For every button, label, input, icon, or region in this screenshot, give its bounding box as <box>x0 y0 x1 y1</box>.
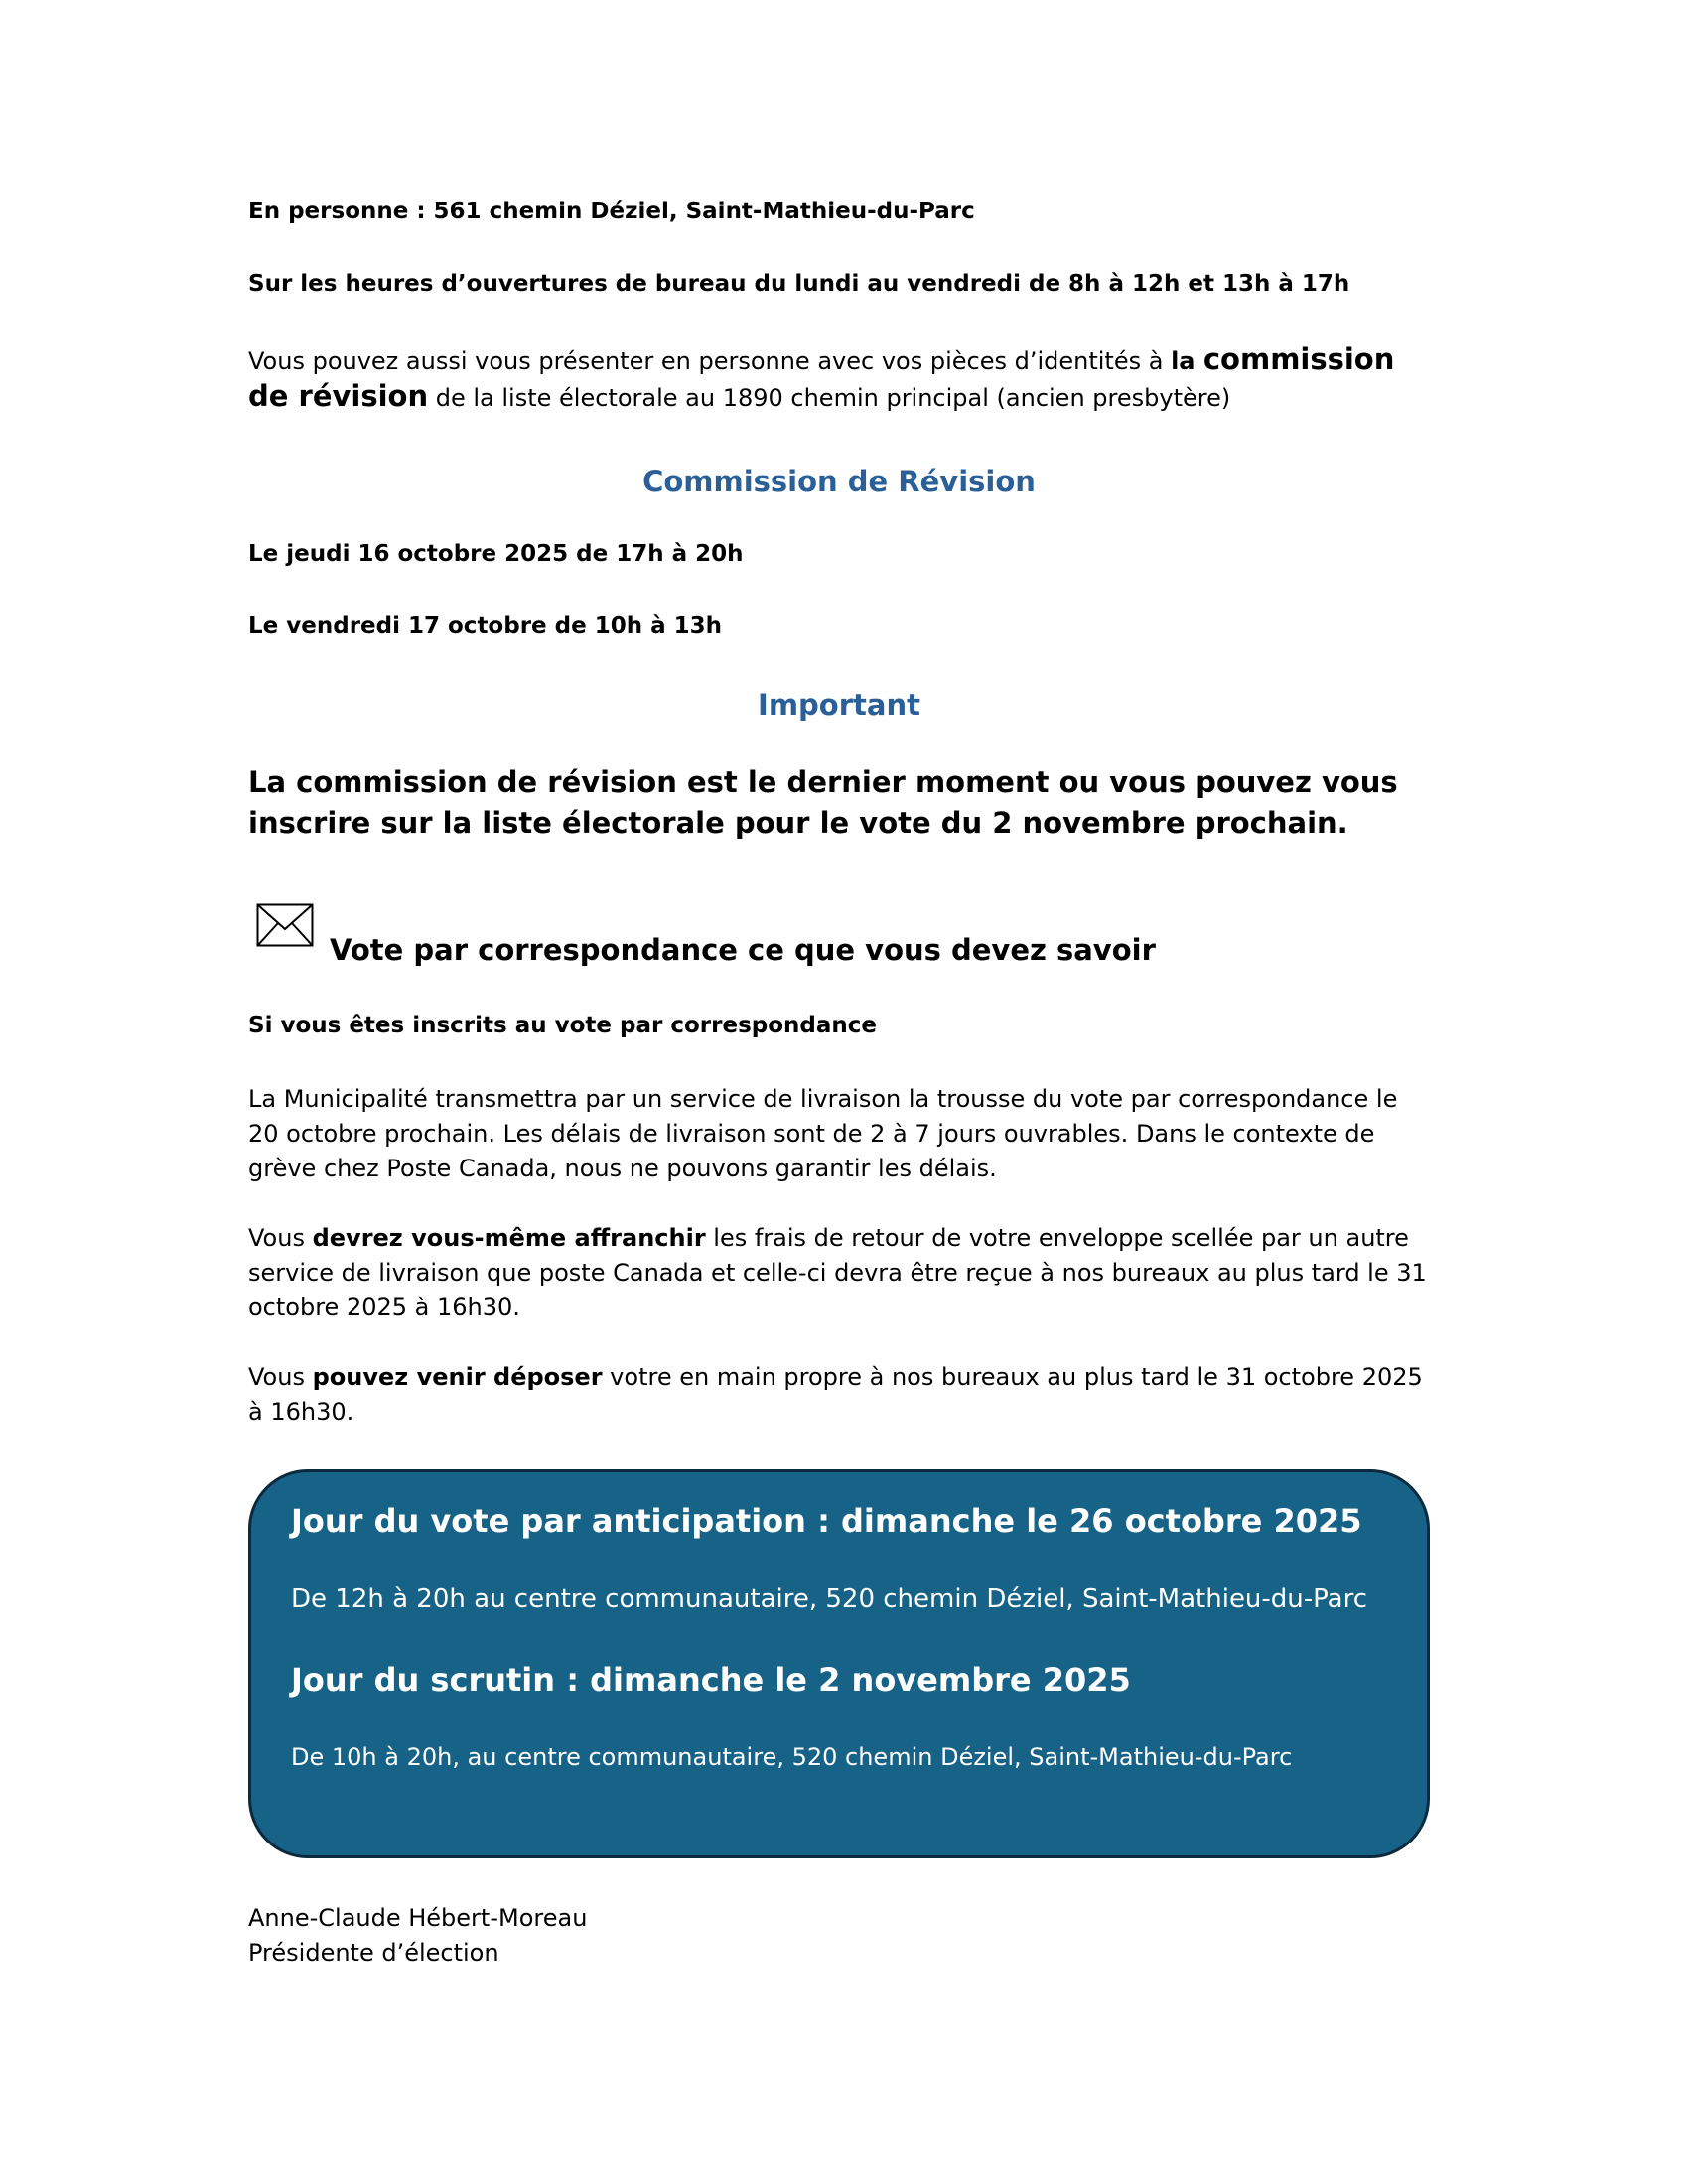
in-person-address: En personne : 561 chemin Déziel, Saint-Mathieu-du-Parc <box>248 199 975 224</box>
signature-block <box>248 1901 587 1971</box>
para2-after: les frais de retour de votre enveloppe scellée par un autre service de livraison que poste Canada et celle-ci devra être reçue à nos bureaux au plus tard le 31 octobre 2025 à 16h30. <box>248 1224 1427 1321</box>
advance-vote-title: Jour du vote par anticipation : dimanche le 26 octobre 2025 <box>291 1502 1362 1540</box>
envelope-icon <box>256 903 314 947</box>
mail-vote-paragraph-1: La Municipalité transmettra par un service de livraison la trousse du vote par correspondance le 20 octobre prochain. Les délais de livraison sont de 2 à 7 jours ouvrables. Dans le contexte de grève chez Poste Canada, nous ne pouvons garantir les délais. <box>248 1085 1398 1182</box>
important-text: La commission de révision est le dernier moment ou vous pouvez vous inscrire sur la liste électorale pour le vote du 2 novembre prochain. <box>248 765 1398 840</box>
revision-text-bold: commission de révision <box>248 342 1395 413</box>
mail-vote-paragraph-2 <box>248 1221 1430 1325</box>
para2-before: Vous <box>248 1224 313 1252</box>
advance-vote-detail: De 12h à 20h au centre communautaire, 520 chemin Déziel, Saint-Mathieu-du-Parc <box>291 1584 1368 1614</box>
signature-title: Présidente d’élection <box>248 1939 499 1967</box>
para3-before: Vous <box>248 1363 313 1391</box>
revision-paragraph <box>248 342 1430 416</box>
office-hours: Sur les heures d’ouvertures de bureau du lundi au vendredi de 8h à 12h et 13h à 17h <box>248 271 1350 297</box>
revision-text-before: Vous pouvez aussi vous présenter en personne avec vos pièces d’identités à <box>248 347 1172 375</box>
election-day-detail: De 10h à 20h, au centre communautaire, 520 chemin Déziel, Saint-Mathieu-du-Parc <box>291 1743 1293 1771</box>
commission-date-1: Le jeudi 16 octobre 2025 de 17h à 20h <box>248 541 744 567</box>
para3-bold: pouvez venir déposer <box>312 1363 603 1391</box>
para2-bold: devrez vous-même affranchir <box>312 1224 706 1252</box>
election-day-title: Jour du scrutin : dimanche le 2 novembre 2025 <box>291 1661 1131 1699</box>
revision-text-after: de la liste électorale au 1890 chemin principal (ancien presbytère) <box>428 384 1231 412</box>
commission-date-2: Le vendredi 17 octobre de 10h à 13h <box>248 614 723 639</box>
para3-after: votre en main propre à nos bureaux au plus tard le 31 octobre 2025 à 16h30. <box>248 1363 1423 1426</box>
important-heading: Important <box>758 688 920 722</box>
signature-name: Anne-Claude Hébert-Moreau <box>248 1904 588 1932</box>
revision-text-la: la <box>1171 347 1203 375</box>
commission-heading: Commission de Révision <box>642 465 1036 498</box>
vote-dates-box <box>248 1469 1430 1858</box>
mail-vote-heading: Vote par correspondance ce que vous devez savoir <box>330 933 1156 967</box>
mail-vote-subheading: Si vous êtes inscrits au vote par correspondance <box>248 1013 877 1038</box>
mail-vote-paragraph-3 <box>248 1360 1430 1430</box>
